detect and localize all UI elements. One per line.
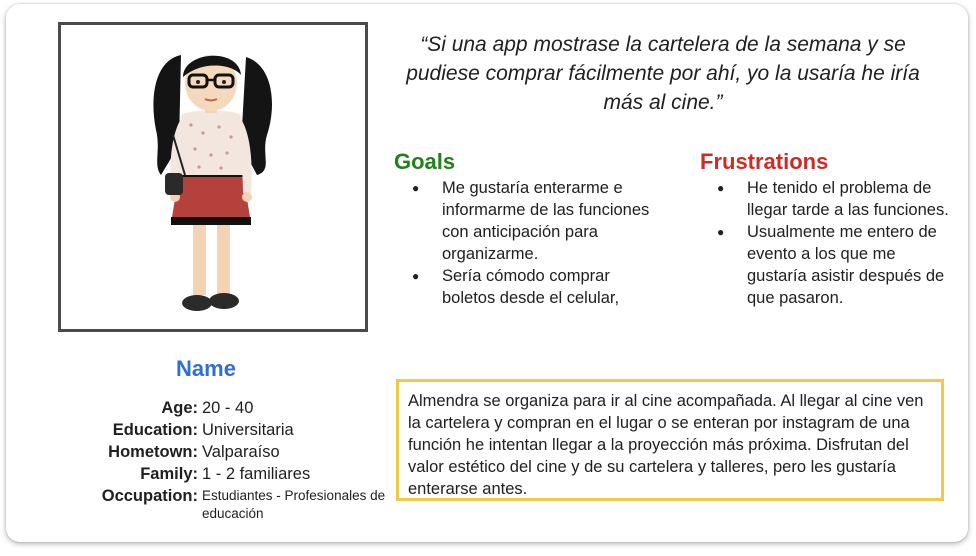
persona-card <box>6 4 968 542</box>
persona-name: Name <box>176 356 236 381</box>
info-row-education <box>66 419 392 441</box>
info-row-occupation <box>66 485 392 521</box>
info-row-age <box>66 397 392 419</box>
persona-quote: “Si una app mostrase la cartelera de la semana y se pudiese comprar fácilmente por ahí, yo la usaría he iría más al cine.” <box>406 33 920 114</box>
frustration-item: ● He tenido el problema de llegar tarde a las funciones. <box>707 177 957 221</box>
frustrations-title: Frustrations <box>700 149 829 174</box>
info-value: 1 - 2 familiares <box>202 465 311 483</box>
goals-list <box>402 177 658 309</box>
info-row-family <box>66 463 392 485</box>
info-value: 20 - 40 <box>202 399 254 417</box>
goal-item: ● Sería cómodo comprar boletos desde el celular, <box>402 265 658 309</box>
persona-info <box>66 397 392 521</box>
info-value: Universitaria <box>202 421 294 439</box>
info-value: Estudiantes - Profesionales de educación <box>202 488 386 521</box>
frustration-item: ● Usualmente me entero de evento a los que me gustaría asistir después de que pasaron. <box>707 221 957 309</box>
info-label: Education: <box>112 421 198 439</box>
info-label: Hometown: <box>108 443 198 461</box>
persona-photo <box>58 22 368 332</box>
goals-title: Goals <box>394 149 456 174</box>
info-label: Occupation: <box>101 487 198 505</box>
goal-item: ● Me gustaría enterarme e informarme de las funciones con anticipación para organizarme. <box>402 177 658 265</box>
info-value: Valparaíso <box>202 443 280 461</box>
scenario-box: Almendra se organiza para ir al cine acompañada. Al llegar al cine ven la cartelera y compran en el lugar o se enteran por instagram de una función he intentan llegar a la proyección más próxima. Disfrutan del valor estético del cine y de su cartelera y talleres, pero les gustaría enterarse antes. <box>396 379 944 501</box>
info-label: Age: <box>161 399 198 417</box>
info-row-hometown <box>66 441 392 463</box>
frustrations-list <box>707 177 957 309</box>
info-label: Family: <box>140 465 198 483</box>
persona-illustration-icon <box>61 25 365 329</box>
